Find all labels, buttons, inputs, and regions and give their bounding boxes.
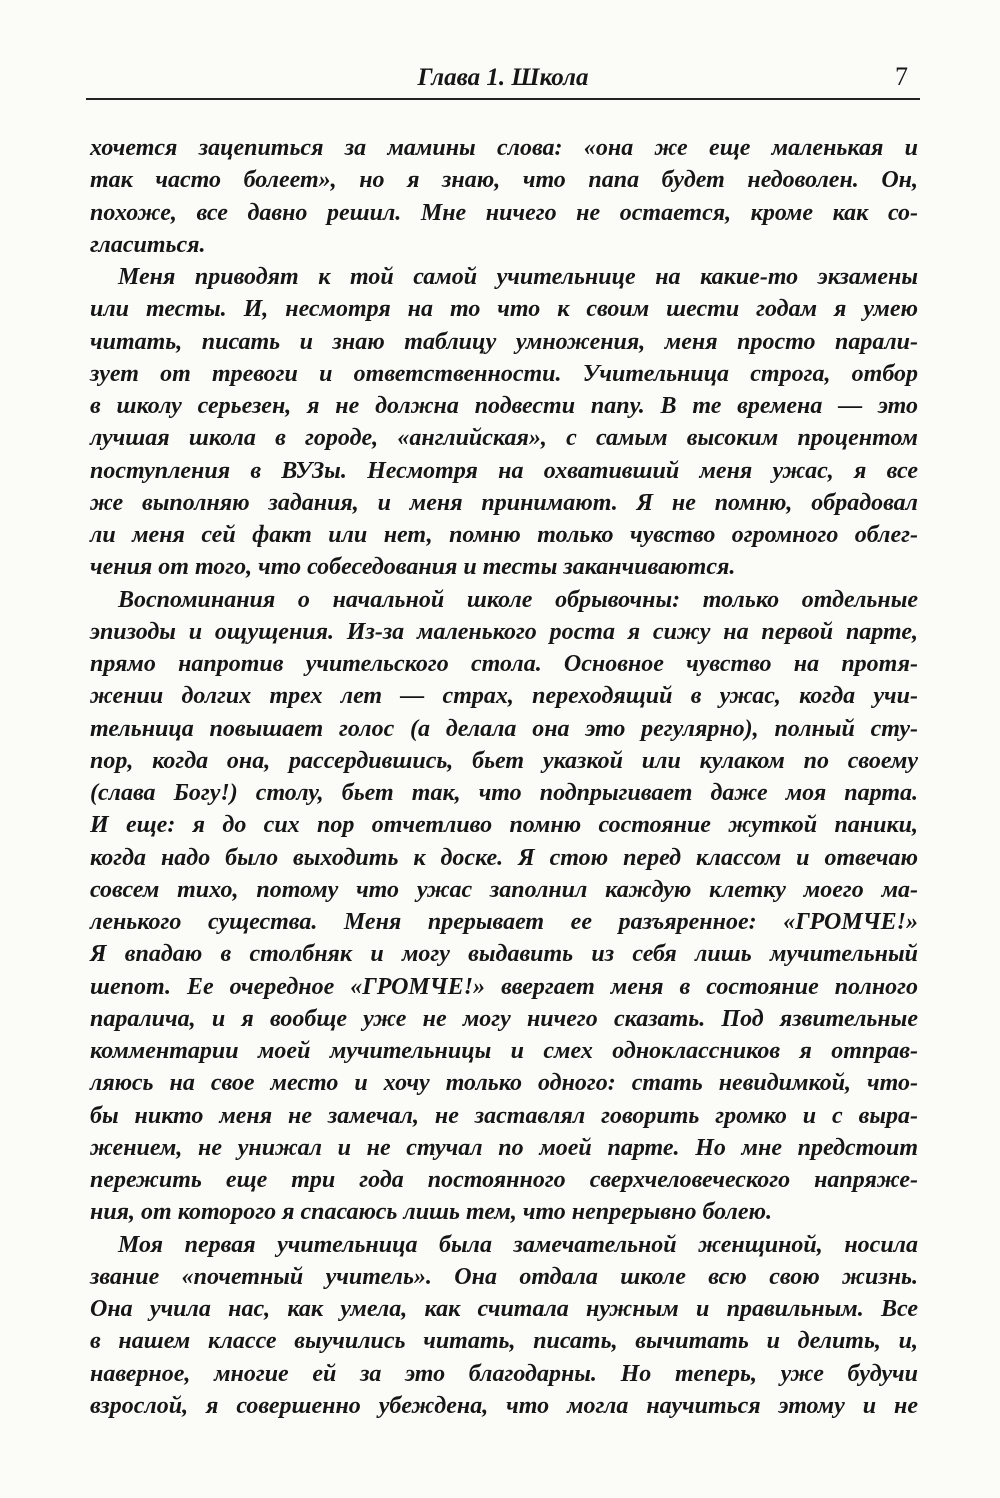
text-line: пережить еще три года постоянного сверхчеловеческого напряже-	[90, 1167, 918, 1193]
text-line: совсем тихо, потому что ужас заполнил каждую клетку моего ма-	[90, 876, 918, 903]
text-line: лучшая школа в городе, «английская», с самым высоким процентом	[90, 425, 918, 452]
text-line: ния, от которого я спасаюсь лишь тем, что непрерывно болею.	[90, 1199, 773, 1226]
text-line: чения от того, что собеседования и тесты заканчиваются.	[90, 554, 736, 581]
text-line: Она учила нас, как умела, как считала нужным и правильным. Все	[90, 1296, 918, 1322]
page-number: 7	[895, 62, 908, 91]
text-line: хочется зацепиться за мамины слова: «она же еще маленькая и	[90, 135, 918, 161]
text-line: Я впадаю в столбняк и могу выдавить из себя лишь мучительный	[90, 941, 918, 968]
text-line: пор, когда она, рассердившись, бьет указкой или кулаком по своему	[90, 747, 918, 774]
text-line: комментарии моей мучительницы и смех одноклассников я отправ-	[90, 1038, 918, 1064]
text-line: ленького существа. Меня прерывает ее разъяренное: «ГРОМЧЕ!»	[90, 909, 918, 935]
text-line: когда надо было выходить к доске. Я стою перед классом и отвечаю	[90, 844, 918, 871]
text-line: И еще: я до сих пор отчетливо помню состояние жуткой паники,	[90, 812, 918, 839]
text-line: или тесты. И, несмотря на то что к своим шести годам я умею	[90, 296, 918, 323]
text-line: же выполняю задания, и меня принимают. Я не помню, обрадовал	[90, 489, 918, 516]
page-body-text	[90, 132, 918, 1422]
text-line: читать, писать и знаю таблицу умножения, меня просто парали-	[90, 328, 918, 355]
text-line: в школу серьезен, я не должна подвести папу. В те времена — это	[90, 393, 918, 419]
text-line: тельница повышает голос (а делала она это регулярно), полный сту-	[90, 715, 918, 742]
text-line: жением, не унижал и не стучал по моей парте. Но мне предстоит	[90, 1134, 918, 1161]
text-line: похоже, все давно решил. Мне ничего не остается, кроме как со-	[90, 199, 918, 226]
text-line: в нашем классе выучились читать, писать, вычитать и делить, и,	[90, 1328, 918, 1355]
text-line: жении долгих трех лет — страх, переходящий в ужас, когда учи-	[90, 683, 918, 710]
text-line: так часто болеет», но я знаю, что папа будет недоволен. Он,	[90, 167, 918, 194]
paragraph-first-line: Моя первая учительница была замечательной женщиной, носила	[118, 1231, 918, 1258]
text-line: зует от тревоги и ответственности. Учительница строга, отбор	[90, 360, 918, 387]
running-header	[86, 58, 920, 100]
text-line: (слава Богу!) столу, бьет так, что подпрыгивает даже моя парта.	[90, 780, 918, 806]
text-line: шепот. Ее очередное «ГРОМЧЕ!» ввергает меня в состояние полного	[90, 973, 918, 1000]
text-line: ли меня сей факт или нет, помню только чувство огромного облег-	[90, 522, 918, 548]
text-line: бы никто меня не замечал, не заставлял говорить громко и с выра-	[90, 1102, 918, 1129]
text-line: эпизоды и ощущения. Из-за маленького роста я сижу на первой парте,	[90, 618, 918, 645]
text-line: звание «почетный учитель». Она отдала школе всю свою жизнь.	[90, 1263, 918, 1290]
chapter-title: Глава 1. Школа	[417, 64, 589, 91]
paragraph-first-line: Воспоминания о начальной школе обрывочны: только отдельные	[118, 586, 918, 613]
text-line: паралича, и я вообще уже не могу ничего сказать. Под язвительные	[90, 1005, 918, 1032]
text-line: прямо напротив учительского стола. Основное чувство на протя-	[90, 651, 918, 677]
text-line: наверное, многие ей за это благодарны. Но теперь, уже будучи	[90, 1360, 918, 1387]
text-line: ляюсь на свое место и хочу только одного: стать невидимкой, что-	[90, 1070, 918, 1097]
text-line: поступления в ВУЗы. Несмотря на охвативший меня ужас, я все	[90, 457, 918, 484]
text-line: взрослой, я совершенно убеждена, что могла научиться этому и не	[90, 1392, 918, 1419]
paragraph-first-line: Меня приводят к той самой учительнице на какие-то экзамены	[118, 264, 918, 290]
text-line: гласиться.	[90, 231, 206, 258]
